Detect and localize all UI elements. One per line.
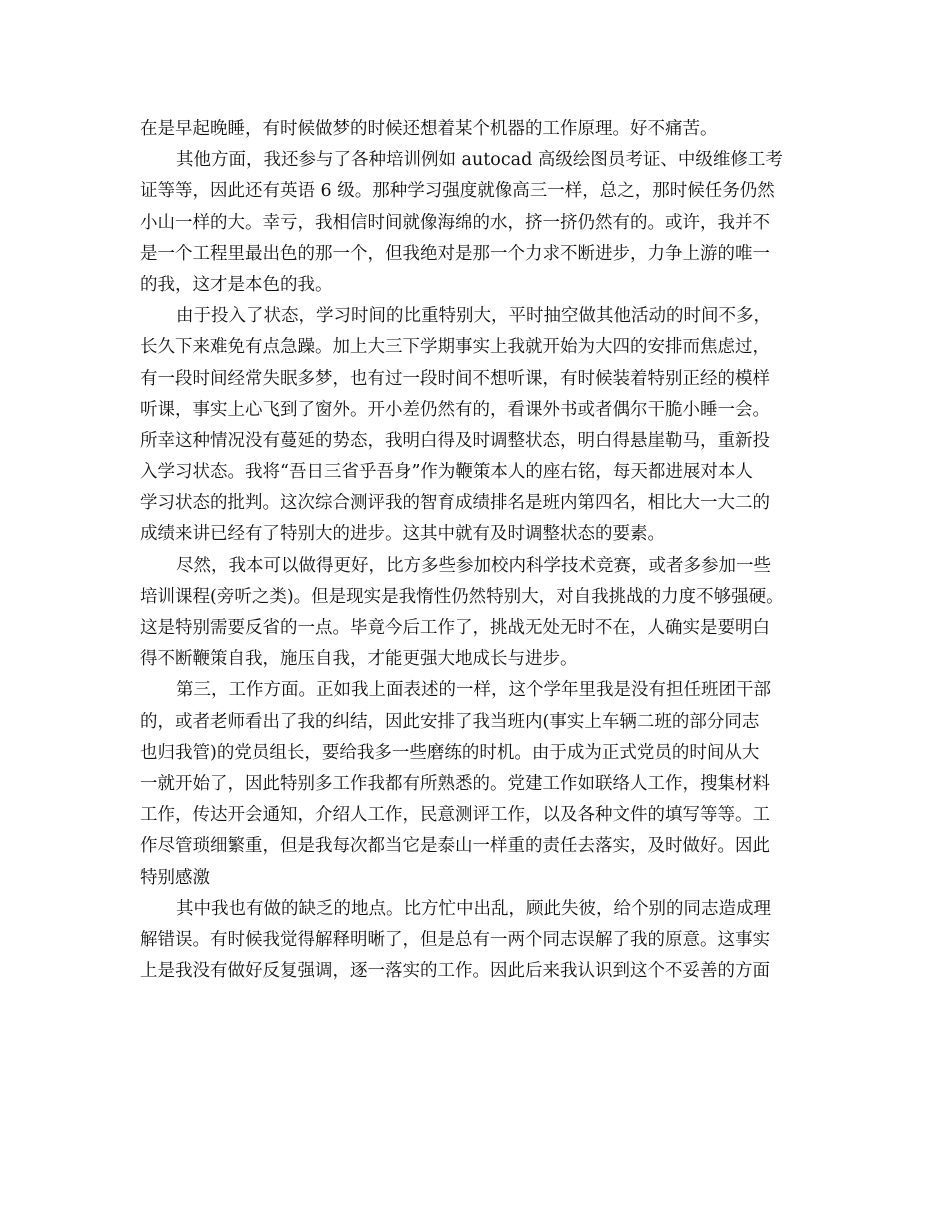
text-line: 是一个工程里最出色的那一个，但我绝对是那一个力求不断进步，力争上游的唯一 [140, 243, 770, 264]
text-line: 作尽管琐细繁重，但是我每次都当它是泰山一样重的责任去落实，及时做好。因此 [140, 836, 770, 857]
text-line: 学习状态的批判。这次综合测评我的智育成绩排名是班内第四名，相比大一大二的 [140, 493, 770, 514]
paragraph [140, 675, 830, 893]
text-line: 上是我没有做好反复强调，逐一落实的工作。因此后来我认识到这个不妥善的方面 [140, 961, 770, 982]
text-line: 其他方面，我还参与了各种培训例如 autocad 高级绘图员考证、中级维修工考 [176, 150, 783, 171]
text-line: 其中我也有做的缺乏的地点。比方忙中出乱，顾此失彼，给个别的同志造成理 [176, 898, 771, 919]
text-line: 尽然，我本可以做得更好，比方多些参加校内科学技术竞赛，或者多参加一些 [176, 555, 771, 576]
text-line: 有一段时间经常失眠多梦，也有过一段时间不想听课，有时候装着特别正经的模样 [140, 368, 770, 389]
text-line: 这是特别需要反省的一点。毕竟今后工作了，挑战无处无时不在，人确实是要明白 [140, 618, 770, 638]
text-line: 长久下来难免有点急躁。加上大三下学期事实上我就开始为大四的安排而焦虑过， [140, 337, 770, 358]
text-line: 在是早起晚睡，有时候做梦的时候还想着某个机器的工作原理。好不痛苦。 [140, 119, 718, 139]
text-line: 听课，事实上心飞到了窗外。开小差仍然有的，看课外书或者偶尔干脆小睡一会。 [140, 399, 770, 420]
text-line: 由于投入了状态，学习时间的比重特别大，平时抽空做其他活动的时间不多， [176, 306, 771, 327]
text-line: 也归我管)的党员组长，要给我多一些磨练的时机。由于成为正式党员的时间从大 [140, 742, 760, 763]
paragraph [140, 114, 830, 145]
text-line: 证等等，因此还有英语 6 级。那种学习强度就像高三一样，总之，那时候任务仍然 [140, 181, 775, 202]
text-line: 解错误。有时候我觉得解释明晰了，但是总有一两个同志误解了我的原意。这事实 [140, 929, 770, 950]
text-line: 所幸这种情况没有蔓延的势态，我明白得及时调整状态，明白得悬崖勒马，重新投 [140, 430, 770, 451]
text-line: 工作，传达开会通知，介绍人工作，民意测评工作，以及各种文件的填写等等。工 [140, 805, 770, 826]
paragraph [140, 145, 830, 301]
text-line: 特别感激 [140, 867, 210, 888]
text-line: 小山一样的大。幸亏，我相信时间就像海绵的水，挤一挤仍然有的。或许，我并不 [140, 212, 770, 233]
paragraph [140, 551, 830, 676]
paragraph [140, 301, 830, 551]
text-line: 培训课程(旁听之类)。但是现实是我惰性仍然特别大，对自我挑战的力度不够强硬。 [140, 586, 784, 607]
text-line: 一就开始了，因此特别多工作我都有所熟悉的。党建工作如联络人工作，搜集材料 [140, 773, 770, 794]
text-line: 的，或者老师看出了我的纠结，因此安排了我当班内(事实上车辆二班的部分同志 [140, 711, 760, 732]
text-line: 的我，这才是本色的我。 [140, 274, 333, 295]
text-line: 得不断鞭策自我，施压自我，才能更强大地成长与进步。 [140, 649, 578, 670]
text-line: 第三，工作方面。正如我上面表述的一样，这个学年里我是没有担任班团干部 [176, 680, 771, 701]
text-line: 入学习状态。我将“吾日三省乎吾身”作为鞭策本人的座右铭，每天都进展对本人 [140, 462, 753, 483]
paragraph [140, 894, 830, 988]
text-line: 成绩来讲已经有了特别大的进步。这其中就有及时调整状态的要素。 [140, 524, 665, 545]
document-body [140, 114, 830, 987]
